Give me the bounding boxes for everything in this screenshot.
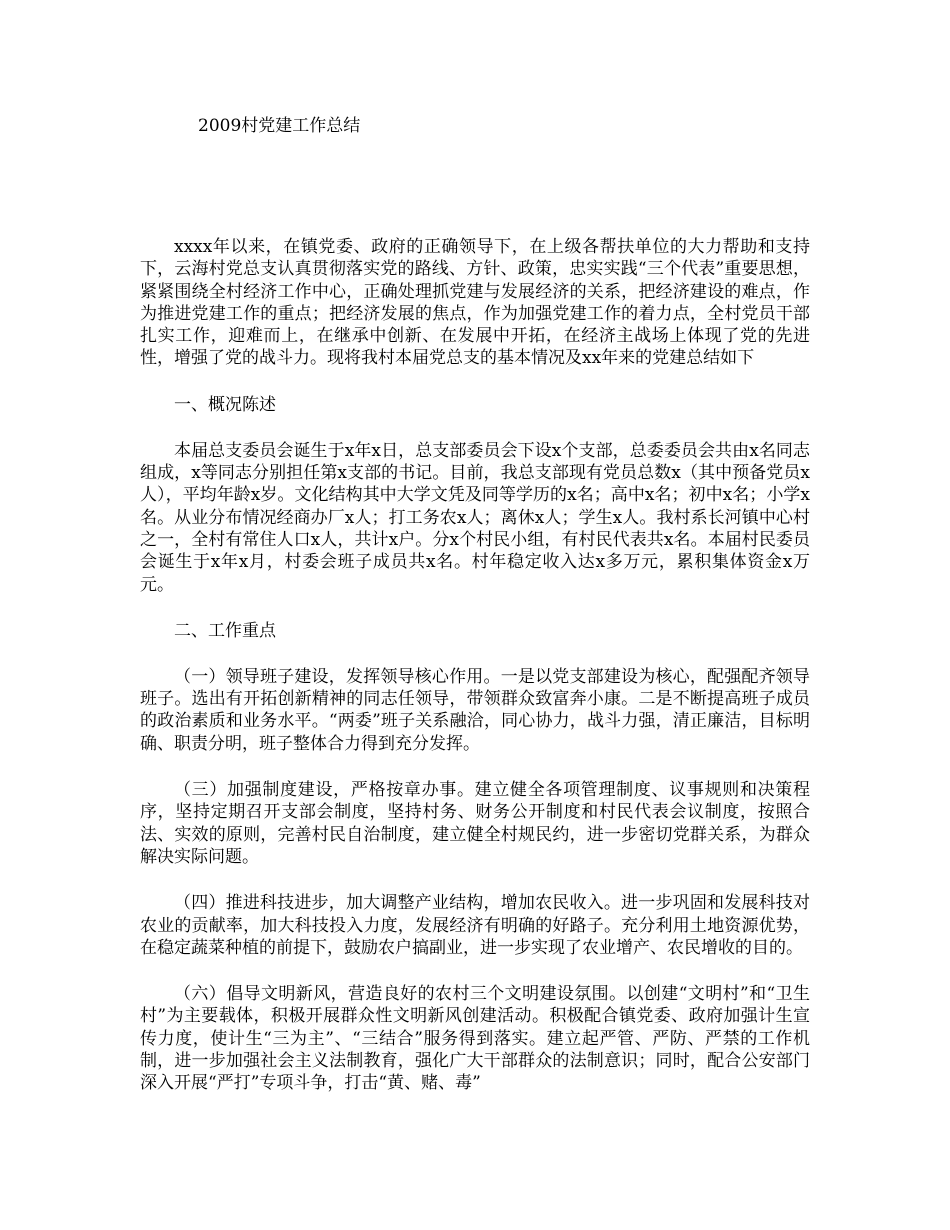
document-title: 2009村党建工作总结 [198, 116, 361, 136]
intro-paragraph: xxxx年以来，在镇党委、政府的正确领导下，在上级各帮扶单位的大力帮助和支持下，云海村党总支认真贯彻落实党的路线、方针、政策，忠实实践“三个代表”重要思想，紧紧围绕全村经济工作中心，正确处理抓党建与发展经济的关系，把经济建设的难点，作为推进党建工作的重点；把经济发展的焦点，作为加强党建工作的着力点，全村党员干部扎实工作，迎难而上，在继承中创新、在发展中开拓，在经济主战场上体现了党的先进性，增强了党的战斗力。现将我村本届党总支的基本情况及xx年来的党建总结如下 [140, 237, 810, 369]
section-heading-overview: 一、概况陈述 [174, 394, 276, 415]
work-item-civilization-paragraph: （六）倡导文明新风，营造良好的农村三个文明建设氛围。以创建“文明村”和“卫生村”为主要载体，积极开展群众性文明新风创建活动。积极配合镇党委、政府加强计生宣传力度，使计生“三为主”、“三结合”服务得到落实。建立起严管、严防、严禁的工作机制，进一步加强社会主义法制教育，强化广大干部群众的法制意识；同时，配合公安部门深入开展“严打”专项斗争，打击“黄、赌、毒” [140, 984, 810, 1094]
section-heading-work-focus: 二、工作重点 [174, 620, 276, 641]
document-body [140, 236, 810, 1119]
work-item-leadership-paragraph: （一）领导班子建设，发挥领导核心作用。一是以党支部建设为核心，配强配齐领导班子。选出有开拓创新精神的同志任领导，带领群众致富奔小康。二是不断提高班子成员的政治素质和业务水平。“两委”班子关系融洽，同心协力，战斗力强，清正廉洁，目标明确、职责分明，班子整体合力得到充分发挥。 [140, 666, 810, 754]
work-item-institutions-paragraph: （三）加强制度建设，严格按章办事。建立健全各项管理制度、议事规则和决策程序，坚持定期召开支部会制度，坚持村务、财务公开制度和村民代表会议制度，按照合法、实效的原则，完善村民自治制度，建立健全村规民约，进一步密切党群关系，为群众解决实际问题。 [140, 780, 810, 867]
work-item-technology-paragraph: （四）推进科技进步，加大调整产业结构，增加农民收入。进一步巩固和发展科技对农业的贡献率，加大科技投入力度，发展经济有明确的好路子。充分利用土地资源优势，在稳定蔬菜种植的前提下，鼓励农户搞副业，进一步实现了农业增产、农民增收的目的。 [140, 893, 810, 958]
overview-paragraph: 本届总支委员会诞生于x年x日，总支部委员会下设x个支部，总委委员会共由x名同志组成，x等同志分别担任第x支部的书记。目前，我总支部现有党员总数x（其中预备党员x人），平均年龄x岁。文化结构其中大学文凭及同等学历的x名；高中x名；初中x名；小学x名。从业分布情况经商办厂x人；打工务农x人；离休x人；学生x人。我村系长河镇中心村之一，全村有常住人口x人，共计x户。分x个村民小组，有村民代表共x名。本届村民委员会诞生于x年x月，村委会班子成员共x名。村年稳定收入达x多万元，累积集体资金x万元。 [140, 440, 810, 595]
